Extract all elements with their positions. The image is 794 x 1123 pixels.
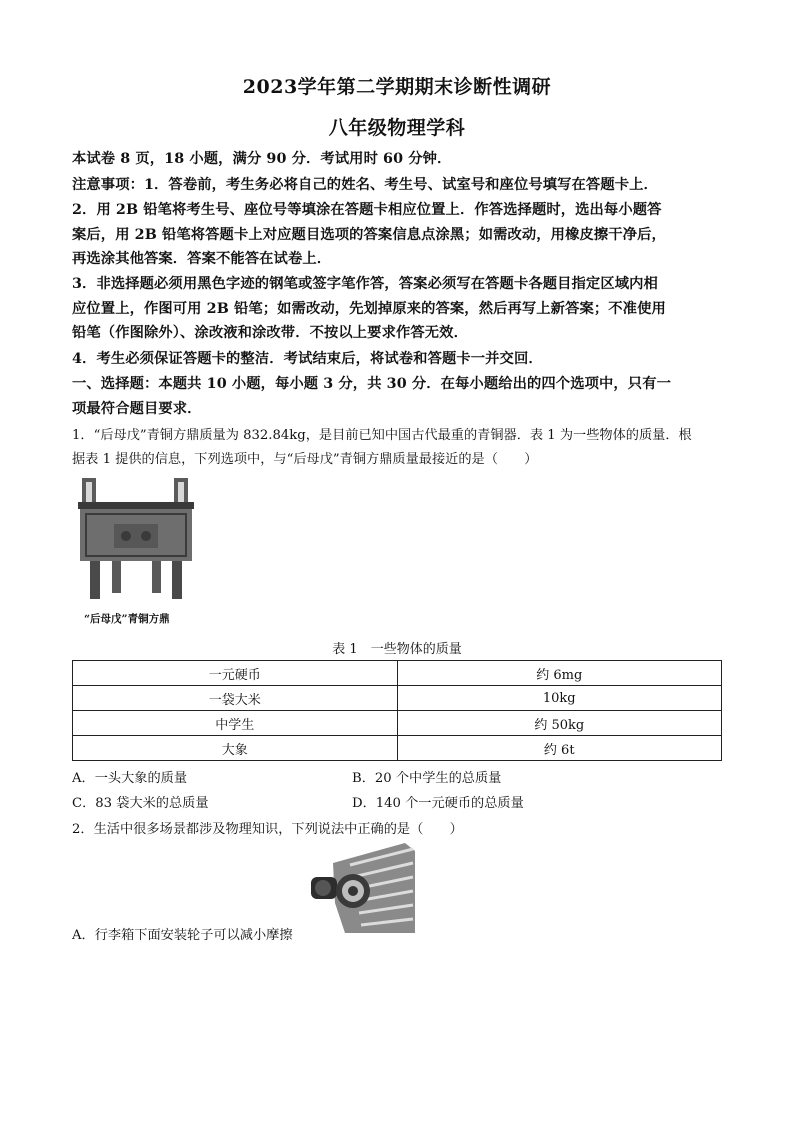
suitcase-wheel-image (305, 843, 415, 933)
table-cell: 一袋大米 (73, 686, 398, 711)
instruction-line: 应位置上，作图可用 2B 铅笔；如需改动，先划掉原来的答案，然后再写上新答案；不准使用 (72, 301, 666, 317)
instruction-line: 注意事项：1．答卷前，考生务必将自己的姓名、考生号、试室号和座位号填写在答题卡上． (72, 177, 658, 193)
table-cell: 大象 (73, 736, 398, 761)
instruction-line: 铅笔（作图除外）、涂改液和涂改带．不按以上要求作答无效． (72, 325, 468, 341)
question-1-stem: 1．“后母戊”青铜方鼎质量为 832.84kg，是目前已知中国古代最重的青铜器．表 1 为一些物体的质量．根 (72, 428, 692, 443)
table-row (73, 661, 722, 686)
instruction-line: 再选涂其他答案．答案不能答在试卷上． (72, 251, 332, 267)
exam-title: 2023学年第二学期期末诊断性调研 (242, 76, 552, 98)
instruction-line: 本试卷 8 页，18 小题，满分 90 分．考试用时 60 分钟． (72, 151, 452, 167)
table-cell: 10kg (397, 686, 722, 711)
exam-subtitle: 八年级物理学科 (328, 117, 466, 139)
option-d: D．140 个一元硬币的总质量 (352, 796, 524, 811)
table-row (73, 736, 722, 761)
table-cell: 约 6mg (397, 661, 722, 686)
option-b: B．20 个中学生的总质量 (352, 771, 502, 786)
mass-table (72, 660, 722, 761)
table-row (73, 686, 722, 711)
instruction-line: 2．用 2B 铅笔将考生号、座位号等填涂在答题卡相应位置上．作答选择题时，选出每小题答 (72, 202, 662, 218)
table-cell: 中学生 (73, 711, 398, 736)
question-2-option-a: A．行李箱下面安装轮子可以减小摩擦 (72, 928, 293, 943)
table-cell: 约 6t (397, 736, 722, 761)
question-2-stem: 2．生活中很多场景都涉及物理知识，下列说法中正确的是（ ） (72, 822, 463, 837)
question-1-stem: 据表 1 提供的信息，下列选项中，与“后母戊”青铜方鼎质量最接近的是（ ） (72, 452, 538, 467)
instruction-line: 4．考生必须保证答题卡的整洁．考试结束后，将试卷和答题卡一并交回． (72, 351, 543, 367)
instruction-line: 3．非选择题必须用黑色字迹的钢笔或签字笔作答，答案必须写在答题卡各题目指定区域内相 (72, 276, 658, 292)
option-c: C．83 袋大米的总质量 (72, 796, 209, 811)
table-row (73, 711, 722, 736)
figure-caption: “后母戊”青铜方鼎 (84, 613, 170, 625)
section-heading: 一、选择题：本题共 10 小题，每小题 3 分，共 30 分．在每小题给出的四个选项中，只有一 (72, 376, 671, 392)
table-caption: 表 1 一些物体的质量 (332, 642, 462, 657)
section-heading: 项最符合题目要求． (72, 401, 202, 417)
option-a: A．一头大象的质量 (72, 771, 188, 786)
instruction-line: 案后，用 2B 铅笔将答题卡上对应题目选项的答案信息点涂黑；如需改动，用橡皮擦干净后， (72, 227, 666, 243)
bronze-ding-image (76, 474, 196, 604)
table-cell: 约 50kg (397, 711, 722, 736)
table-cell: 一元硬币 (73, 661, 398, 686)
